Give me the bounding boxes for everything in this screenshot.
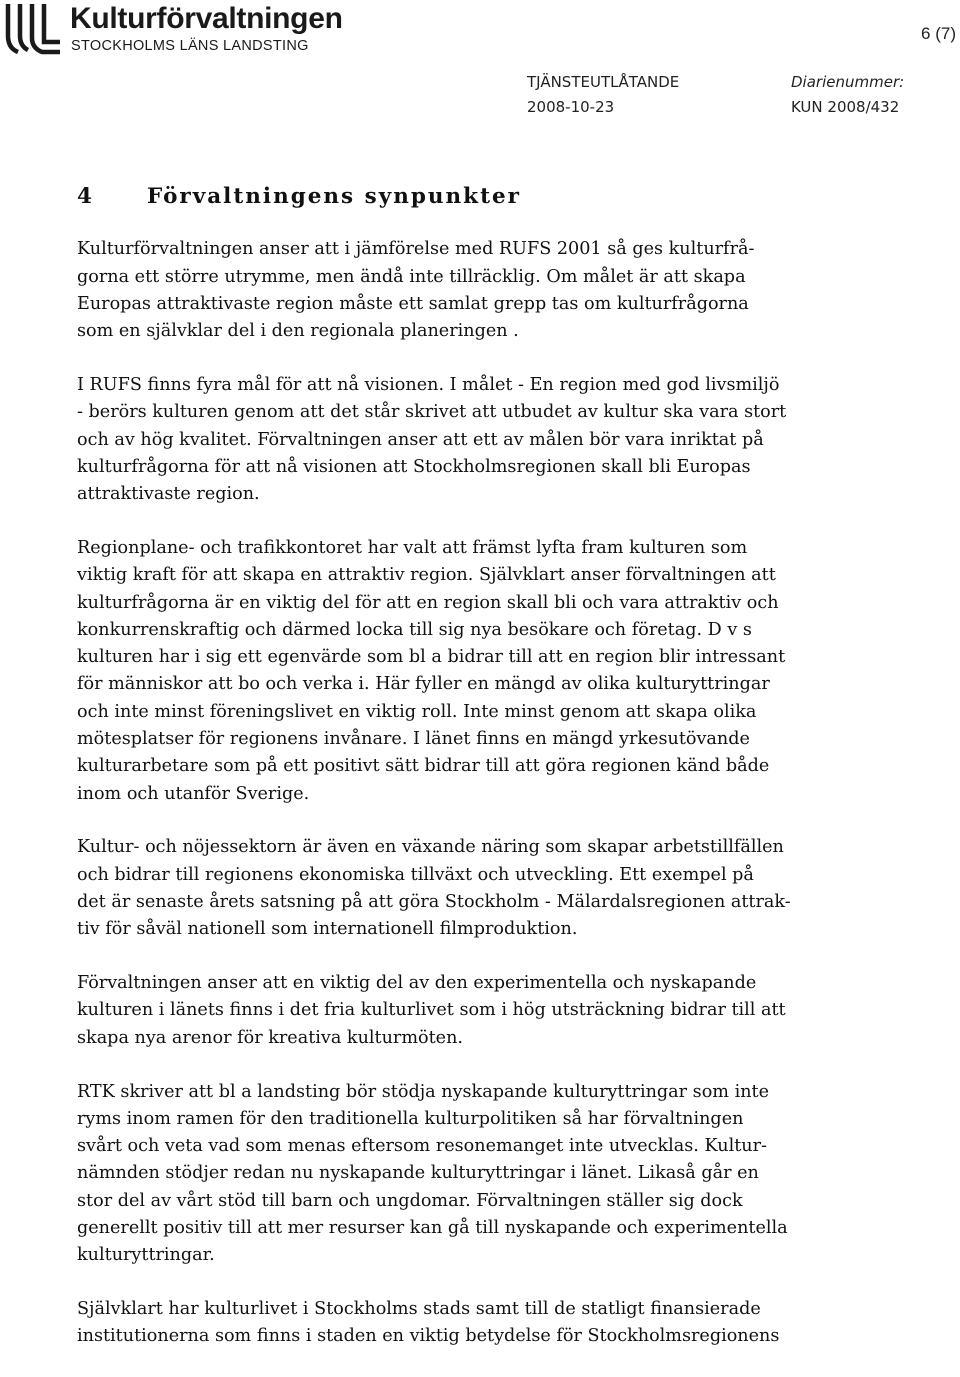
logo-mark-icon — [4, 2, 62, 56]
paragraph: RTK skriver att bl a landsting bör stödja nyskapande kulturyttringar som inte ryms inom ramen för den traditionella kulturpolitiken så har förvaltningen svårt och veta vad som menas eftersom resonemanget inte utvecklas. Kultur- nämnden stödjer redan nu nyskapande kulturyttringar i länet. Likaså går en stor del av vårt stöd till barn och ungdomar. Förvaltningen ställer sig dock generellt positiv till att mer resurser kan gå till nyskapande och experimentella kulturyttringar. — [77, 1081, 788, 1266]
paragraph: Kulturförvaltningen anser att i jämförelse med RUFS 2001 så ges kulturfrå- gorna ett större utrymme, men ändå inte tillräcklig. Om målet är att skapa Europas attraktivaste region måste ett samlat grepp tas om kulturfrågorna som en självklar del i den regionala planeringen . — [77, 239, 755, 342]
paragraph: Regionplane- och trafikkontoret har valt att främst lyfta fram kulturen som viktig kraft för att skapa en attraktiv region. Självklart anser förvaltningen att kulturfrågorna är en viktig del för att en region skall bli och vara attraktiv och konkurrenskraftig och därmed locka till sig nya besökare och företag. D v s kulturen har i sig ett egenvärde som bl a bidrar till att en region blir intressant för människor att bo och verka i. Här fyller en mängd av olika kulturyttringar och inte minst föreningslivet en viktig roll. Inte minst genom att skapa olika mötesplatser för regionens invånare. I länet finns en mängd yrkesutövande kulturarbetare som på ett positivt sätt bidrar till att göra regionen känd både inom och utanför Sverige. — [77, 537, 786, 804]
paragraph: Självklart har kulturlivet i Stockholms stads samt till de statligt finansierade institutionerna som finns i staden en viktig betydelse för Stockholmsregionens — [77, 1299, 780, 1347]
section-title: Förvaltningens synpunkter — [147, 184, 522, 209]
document-date: 2008-10-23 — [527, 98, 615, 116]
paragraph: Förvaltningen anser att en viktig del av den experimentella och nyskapande kulturen i länets finns i det fria kulturlivet som i hög utsträckning bidrar till att skapa nya arenor för kreativa kulturmöten. — [77, 973, 786, 1048]
org-name: Kulturförvaltningen — [70, 2, 343, 35]
page-number: 6 (7) — [921, 24, 956, 43]
document-type: TJÄNSTEUTLÅTANDE — [527, 73, 680, 91]
document-body — [77, 183, 857, 1377]
registration-number: KUN 2008/432 — [791, 98, 900, 116]
org-logo — [0, 0, 380, 60]
section-heading — [77, 183, 857, 210]
paragraph: Kultur- och nöjessektorn är även en växande näring som skapar arbetstillfällen och bidrar till regionens ekonomiska tillväxt och utveckling. Ett exempel på det är senaste årets satsning på att göra Stockholm - Mälardalsregionen attrak- tiv för såväl nationell som internationell filmproduktion. — [77, 837, 791, 940]
registration-label: Diarienummer: — [791, 73, 905, 91]
paragraph: I RUFS finns fyra mål för att nå visionen. I målet - En region med god livsmiljö - berörs kulturen genom att det står skrivet att utbudet av kultur ska vara stort och av hög kvalitet. Förvaltningen anser att ett av målen bör vara inriktat på kulturfrågorna för att nå visionen att Stockholmsregionen skall bli Europas attraktivaste region. — [77, 374, 787, 505]
section-number: 4 — [77, 184, 94, 209]
org-subtitle: STOCKHOLMS LÄNS LANDSTING — [71, 38, 309, 54]
